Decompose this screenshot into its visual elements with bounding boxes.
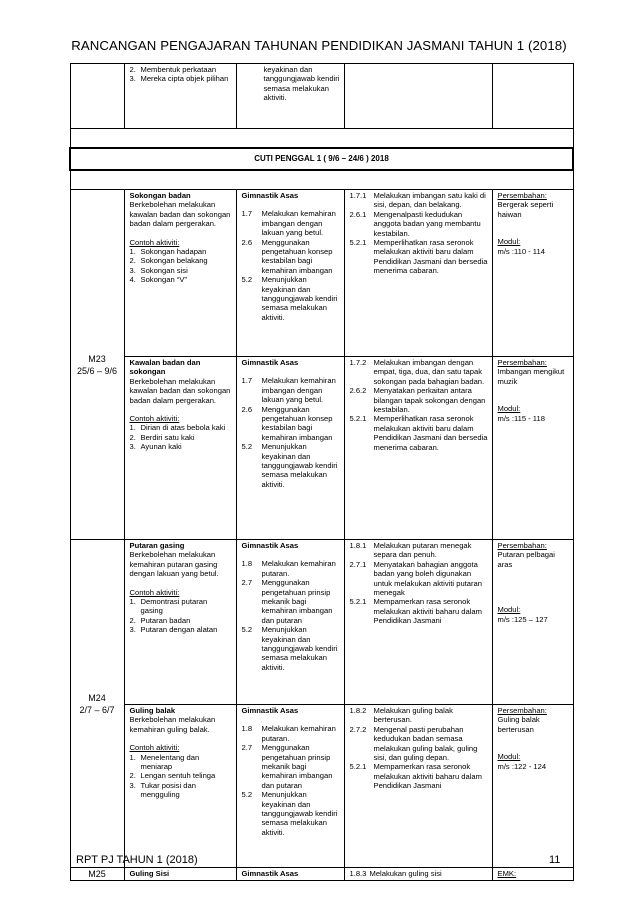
item-number: 2. (129, 256, 136, 266)
item-text: Sokongan “V” (140, 275, 187, 285)
item-number: 2. (129, 65, 136, 74)
sk-item (242, 790, 340, 837)
sk-item (242, 376, 340, 404)
remarks-label: Persembahan: (497, 191, 547, 200)
list-item (130, 753, 232, 772)
sk-text: Melakukan kemahiran putaran. (261, 559, 336, 578)
remarks-label: Persembahan: (497, 706, 547, 715)
remarks-cell (492, 705, 573, 868)
sp-number: 1.8.2 (349, 706, 367, 715)
topic-title: Guling Sisi (124, 868, 236, 881)
remarks-cell (492, 357, 573, 540)
sp-item (350, 210, 488, 238)
sp-item (350, 560, 488, 598)
sp-number: 2.7.2 (349, 724, 367, 734)
item-text: Mereka cipta objek pilihan (140, 74, 229, 84)
module-label: Modul: (497, 605, 521, 615)
sp-number: 1.7.2 (349, 358, 367, 367)
standard-cell (236, 64, 344, 129)
module-pages: m/s :110 - 114 (497, 246, 545, 256)
week-label: M23 (88, 353, 106, 364)
list-item (130, 423, 232, 432)
standard-cell (236, 357, 344, 540)
list-item (130, 266, 232, 275)
sk-number: 1.8 (241, 724, 253, 734)
content-cell (124, 705, 236, 868)
sk-text: Menunjukkan keyakinan dan tanggungjawab kendiri semasa melakukan aktiviti. (261, 625, 338, 672)
item-number: 1. (129, 423, 136, 433)
sk-number: 5.2 (241, 442, 253, 452)
sp-text: Mengenal pasti perubahan kedudukan badan semasa melakukan guling balak, guling sisi, dan guling depan. (373, 724, 478, 763)
sk-number: 2.7 (241, 743, 253, 753)
sp-text: Melakukan guling balak berterusan. (373, 706, 453, 725)
objective-cell (344, 190, 492, 357)
list-item (130, 781, 232, 800)
topic-description: Berkebolehan melakukan kawalan badan dan sokongan badan dalam pergerakan. (129, 200, 231, 229)
remarks-label: EMK: (492, 868, 573, 881)
sp-number: 5.2.1 (349, 762, 367, 772)
remarks-text: Guling balak berterusan (497, 715, 540, 734)
sp-text: Memperlihatkan rasa seronok melakukan aktiviti baru dalam Pendidikan Jasmani dan bersedia menerima cabaran. (373, 238, 488, 276)
list-item (130, 771, 232, 780)
sk-item (242, 275, 340, 322)
sp-text: Melakukan imbangan dengan empat, tiga, dua, dan satu tapak sokongan pada bahagian badan. (373, 358, 485, 386)
sk-text: Menunjukkan keyakinan dan tanggungjawab kendiri semasa melakukan aktiviti. (261, 442, 338, 489)
week-dates: 2/7 – 6/7 (79, 704, 115, 715)
sp-number: 2.6.2 (349, 386, 367, 396)
sk-item (242, 238, 340, 276)
remarks-text: Imbangan mengikut muzik (497, 367, 565, 386)
list-item (130, 597, 232, 616)
remarks-cell (492, 190, 573, 357)
objective-cell (344, 540, 492, 705)
page-header: RANCANGAN PENGAJARAN TAHUNAN PENDIDIKAN JASMANI TAHUN 1 (2018) (71, 38, 567, 53)
list-item (130, 616, 232, 625)
item-text: Ayunan kaki (140, 442, 182, 452)
module-pages: m/s :122 - 124 (497, 761, 547, 771)
activity-heading: Contoh aktiviti: (129, 414, 180, 424)
sp-text: Melakukan imbangan satu kaki di sisi, depan, dan belakang. (373, 191, 486, 210)
sk-text: keyakinan dan tanggungjawab kendiri semasa melakukan aktiviti. (263, 65, 340, 103)
item-number: 3. (129, 74, 136, 84)
table-row (70, 540, 573, 705)
standard-cell (236, 705, 344, 868)
item-number: 1. (129, 752, 136, 762)
content-cell (124, 357, 236, 540)
item-number: 3. (129, 265, 136, 275)
sk-number: 1.8 (241, 559, 253, 569)
sk-title: Gimnastik Asas (241, 706, 299, 715)
sk-number: 1.7 (241, 209, 253, 219)
activity-heading: Contoh aktiviti: (129, 743, 180, 753)
sp-item (350, 358, 488, 386)
sk-item (242, 559, 340, 578)
sk-text: Menggunakan pengetahuan konsep kestabilan bagi kemahiran imbangan (261, 237, 333, 275)
objective-cell (344, 357, 492, 540)
list-item (130, 256, 232, 265)
topic-description: Berkebolehan melakukan kemahiran putaran gasing dengan lakuan yang betul. (129, 550, 219, 579)
remarks-label: Persembahan: (497, 358, 547, 367)
page-number: 11 (549, 854, 561, 866)
sk-item (242, 442, 340, 489)
sp-number: 1.8.1 (349, 541, 367, 550)
sk-number: 5.2 (241, 625, 253, 635)
sp-item (350, 386, 488, 414)
activity-list (130, 423, 232, 451)
list-item (130, 625, 232, 634)
standard-cell (236, 190, 344, 357)
item-text: Putaran dengan alatan (140, 625, 218, 635)
sp-number: 5.2.1 (349, 414, 367, 424)
item-number: 2. (129, 615, 136, 625)
table-row (70, 357, 573, 540)
sp-number: 1.7.1 (349, 191, 367, 200)
list-item (130, 275, 232, 284)
topic-title: Guling balak (129, 706, 176, 715)
item-text: Tukar posisi dan mengguling (140, 780, 196, 800)
sk-text: Melakukan kemahiran imbangan dengan lakuan yang betul. (261, 209, 336, 238)
sk-item (242, 724, 340, 743)
module-pages: m/s :125 – 127 (497, 614, 548, 624)
item-text: Putaran badan (140, 615, 191, 625)
sp-text: Menyatakan bahagian anggota badan yang boleh digunakan untuk melakukan aktiviti putaran menegak (373, 559, 482, 598)
table-row (70, 64, 573, 129)
item-text: Berdiri satu kaki (140, 432, 195, 442)
sk-title: Gimnastik Asas (236, 868, 344, 881)
holiday-row (70, 148, 573, 170)
sk-item (242, 743, 340, 790)
sp-item (350, 597, 488, 625)
week-cell (70, 540, 124, 868)
week-cell (70, 190, 124, 540)
sk-item (242, 578, 340, 625)
holiday-banner: CUTI PENGGAL 1 ( 9/6 – 24/6 ) 2018 (70, 148, 573, 170)
item-number: 3. (129, 625, 136, 635)
list-item (130, 433, 232, 442)
module-label: Modul: (497, 404, 521, 414)
sp-number: 5.2.1 (349, 597, 367, 607)
sp-number: 2.6.1 (349, 209, 367, 219)
table-row (70, 868, 573, 881)
sk-text: Melakukan kemahiran putaran. (261, 724, 336, 743)
sp-text: Mengenalpasti kedudukan anggota badan yang membantu kestabilan. (373, 209, 481, 238)
week-label: M24 (88, 692, 106, 703)
sp-number: 5.2.1 (349, 238, 367, 248)
sp-text: Melakukan putaran menegak separa dan penuh. (373, 541, 472, 560)
sp-item (350, 706, 488, 725)
list-item (130, 65, 232, 74)
content-cell (124, 64, 236, 129)
item-number: 1. (129, 247, 136, 257)
item-number: 3. (129, 780, 136, 790)
sp-number: 1.8.3 (349, 869, 367, 878)
footer-label: RPT PJ TAHUN 1 (2018) (76, 854, 198, 866)
sk-text: Menunjukkan keyakinan dan tanggungjawab kendiri semasa melakukan aktiviti. (261, 790, 338, 837)
sk-number: 5.2 (241, 790, 253, 800)
list-item (130, 74, 232, 83)
sk-number: 2.6 (241, 404, 253, 414)
item-number: 2. (129, 432, 136, 442)
sp-text: Menyatakan perkaitan antara bilangan tapak sokongan dengan kestabilan. (373, 386, 486, 415)
remarks-label: Persembahan: (497, 541, 547, 550)
item-number: 3. (129, 442, 136, 452)
sp-number: 2.7.1 (349, 559, 367, 569)
sk-title: Gimnastik Asas (241, 191, 299, 200)
sk-title: Gimnastik Asas (241, 541, 299, 550)
sk-text: Melakukan kemahiran imbangan dengan lakuan yang betul. (261, 376, 336, 405)
sp-item (350, 414, 488, 452)
sk-text: Menggunakan pengetahuan prinsip mekanik bagi kemahiran imbangan dan putaran (261, 743, 333, 790)
item-text: Lengan sentuh telinga (140, 771, 216, 781)
item-text: Dirian di atas bebola kaki (140, 423, 226, 433)
module-pages: m/s :115 - 118 (497, 413, 545, 423)
sk-item (242, 209, 340, 237)
sk-number: 2.7 (241, 578, 253, 588)
sp-text: Melakukan guling sisi (369, 869, 442, 878)
sk-item (242, 625, 340, 672)
item-number: 2. (129, 771, 136, 781)
module-label: Modul: (497, 752, 521, 762)
sp-item (350, 725, 488, 763)
sp-item (350, 191, 488, 210)
list-item (130, 442, 232, 451)
topic-description: Berkebolehan melakukan kawalan badan dan sokongan badan dalam pergerakan. (129, 376, 231, 405)
item-text: Menelentang dan meniarap (140, 752, 200, 772)
sk-number: 2.6 (241, 237, 253, 247)
sk-number: 5.2 (241, 275, 253, 285)
item-number: 1. (129, 597, 136, 607)
topic-title: Putaran gasing (129, 541, 185, 550)
sk-title: Gimnastik Asas (241, 358, 299, 367)
sk-number: 1.7 (241, 376, 253, 386)
remarks-text: Putaran pelbagai aras (497, 550, 555, 569)
remarks-text: Bergerak seperti haiwan (497, 200, 554, 219)
content-cell (124, 190, 236, 357)
sp-item (350, 762, 488, 790)
list-item (130, 247, 232, 256)
remarks-cell (492, 540, 573, 705)
table-row (70, 705, 573, 868)
sp-text: Mempamerkan rasa seronok melakukan aktiviti baharu dalam Pendidikan Jasmani (373, 762, 482, 791)
sp-text: Memperlihatkan rasa seronok melakukan aktiviti baru dalam Pendidikan Jasmani dan bersedia menerima cabaran. (373, 414, 488, 452)
objective-cell (344, 705, 492, 868)
item-text: Sokongan hadapan (140, 247, 207, 257)
activity-heading: Contoh aktiviti: (129, 237, 180, 247)
sp-item (350, 541, 488, 560)
activity-list (130, 247, 232, 285)
sp-text: Mempamerkan rasa seronok melakukan aktiviti baharu dalam Pendidikan Jasmani (373, 597, 482, 626)
content-cell (124, 540, 236, 705)
objective-cell (344, 868, 492, 881)
topic-title: Kawalan badan dan sokongan (129, 358, 201, 377)
sk-text: Menggunakan pengetahuan konsep kestabilan bagi kemahiran imbangan (261, 404, 333, 442)
activity-list (130, 597, 232, 635)
sk-text: Menggunakan pengetahuan prinsip mekanik bagi kemahiran imbangan dan putaran (261, 578, 333, 625)
topic-description: Berkebolehan melakukan kemahiran guling balak. (129, 715, 216, 734)
module-label: Modul: (497, 237, 521, 247)
activity-heading: Contoh aktiviti: (129, 587, 180, 597)
week-label: M25 (70, 868, 124, 881)
table-row (70, 190, 573, 357)
standard-cell (236, 540, 344, 705)
item-number: 4. (129, 275, 136, 285)
item-text: Sokongan belakang (140, 256, 208, 266)
topic-title: Sokongan badan (129, 191, 191, 200)
rpt-table (69, 63, 574, 881)
item-text: Membentuk perkataan (140, 65, 217, 74)
sk-text: Menunjukkan keyakinan dan tanggungjawab kendiri semasa melakukan aktiviti. (261, 275, 338, 322)
item-text: Sokongan sisi (140, 265, 188, 275)
activity-list (130, 753, 232, 800)
sp-item (350, 238, 488, 276)
week-dates: 25/6 – 9/6 (76, 365, 118, 376)
item-text: Demontrasi putaran gasing (140, 597, 208, 616)
sk-item (242, 405, 340, 443)
